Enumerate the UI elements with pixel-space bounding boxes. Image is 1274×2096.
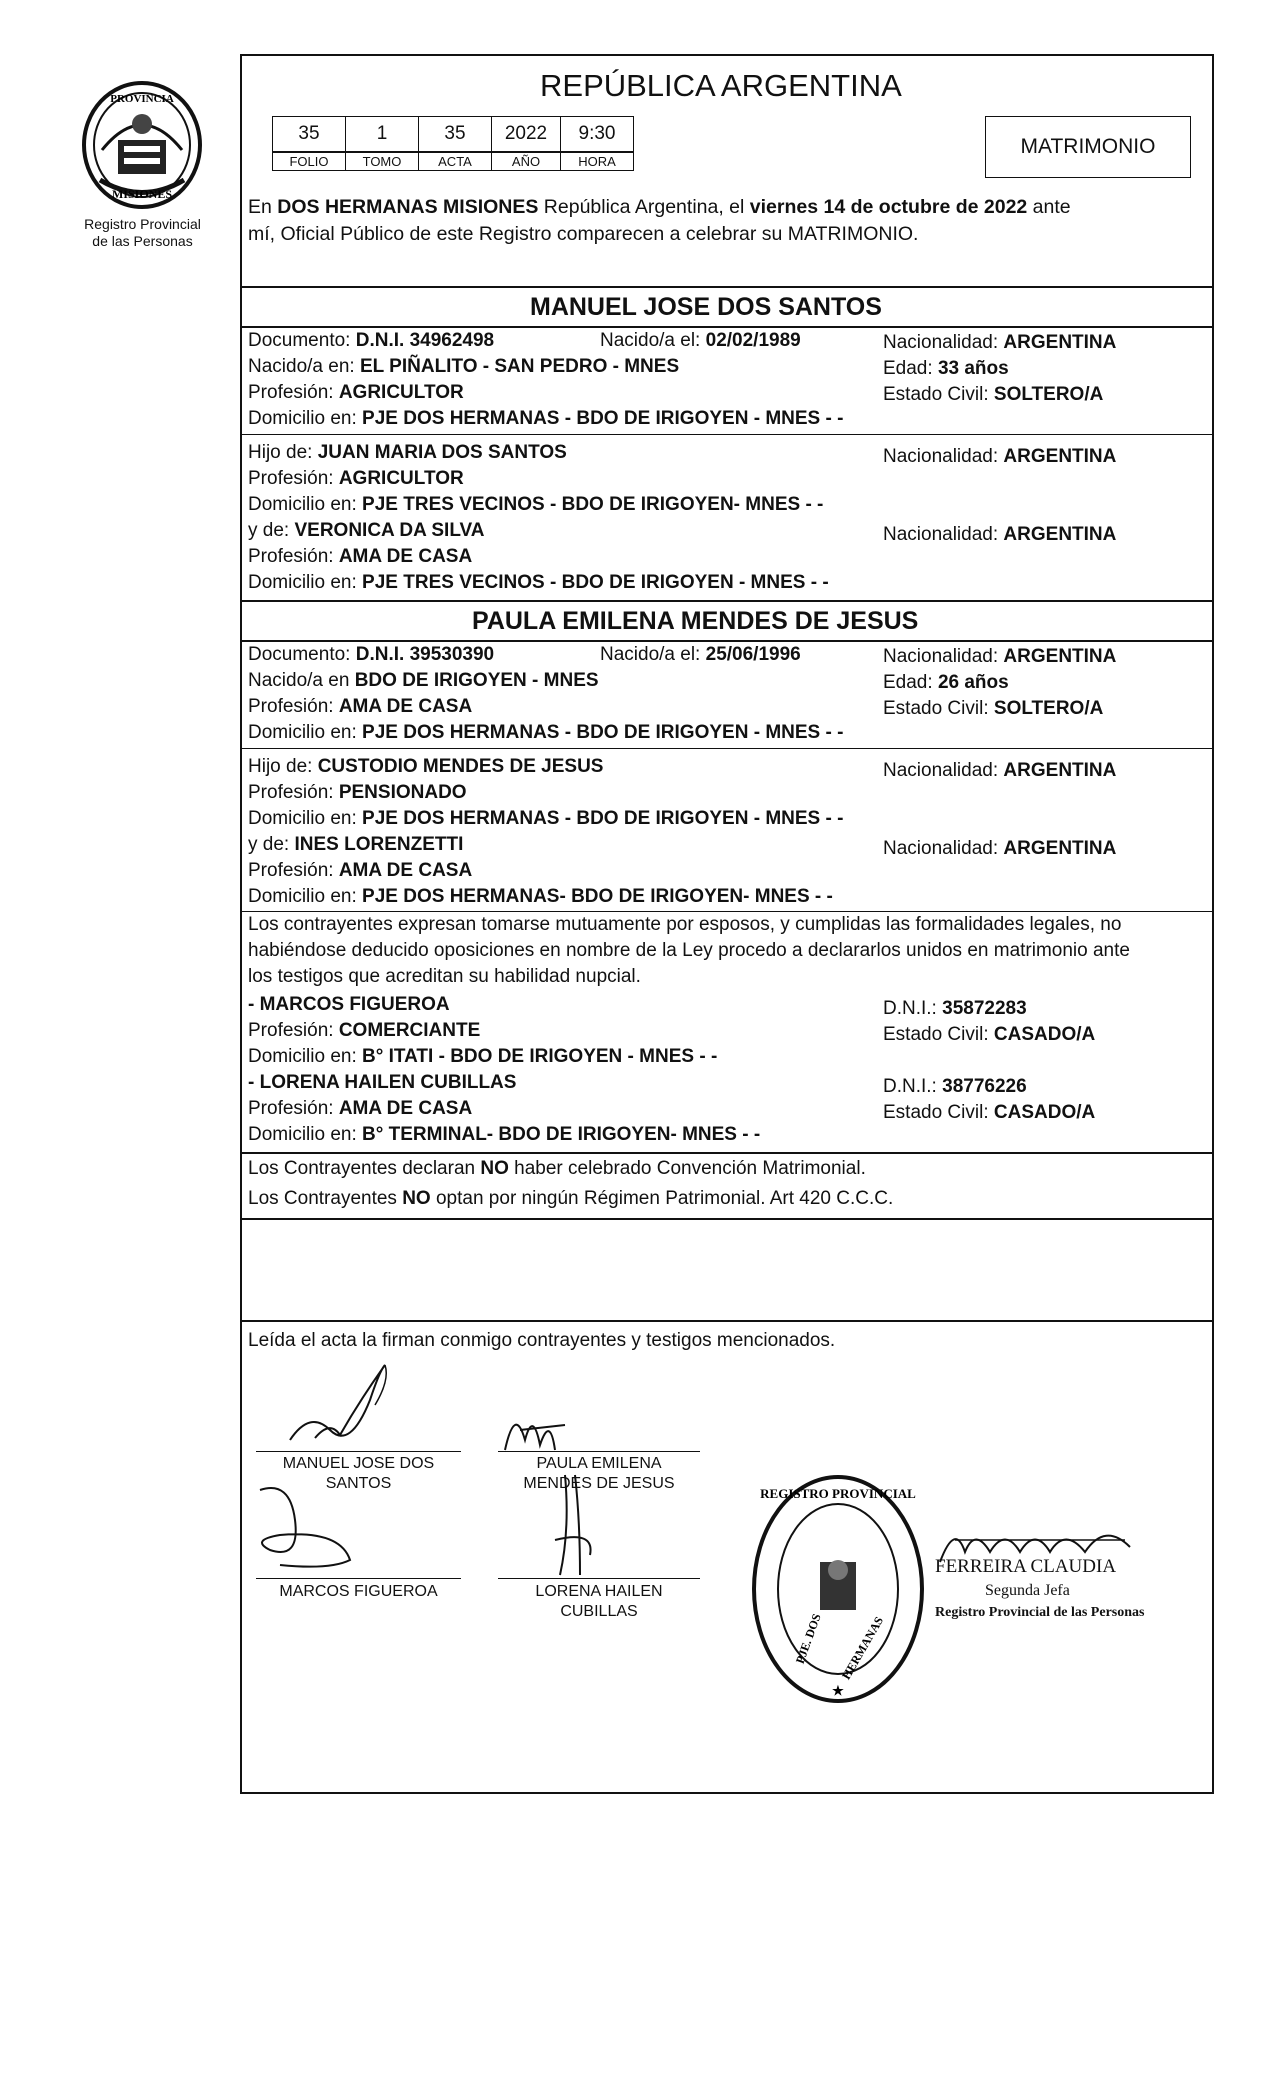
- official-role: Segunda Jefa: [985, 1582, 1070, 1599]
- spouse1-birthdate: Nacido/a el: 02/02/1989: [600, 330, 801, 351]
- witness1-dni: D.N.I.: 35872283: [883, 998, 1027, 1019]
- registry-name-line2: de las Personas: [92, 233, 193, 249]
- convention-line2: Los Contrayentes NO optan por ningún Régimen Patrimonial. Art 420 C.C.C.: [248, 1188, 894, 1209]
- intro-text-a: En: [248, 196, 278, 218]
- anio-label: AÑO: [491, 152, 561, 171]
- intro-line1: [248, 196, 1071, 218]
- registry-name-line1: Registro Provincial: [84, 216, 201, 232]
- spouse2-father-nationality: Nacionalidad: ARGENTINA: [883, 760, 1117, 781]
- svg-text:REGISTRO PROVINCIAL: REGISTRO PROVINCIAL: [760, 1486, 916, 1501]
- official-stamp: [748, 1470, 928, 1708]
- spouse1-name: MANUEL JOSE DOS SANTOS: [530, 293, 882, 321]
- spouse2-domicile: Domicilio en: PJE DOS HERMANAS - BDO DE IRIGOYEN - MNES - -: [248, 722, 844, 743]
- intro-place: DOS HERMANAS MISIONES: [277, 196, 539, 218]
- witness2-civil-status: Estado Civil: CASADO/A: [883, 1102, 1096, 1123]
- intro-text-c: ante: [1027, 196, 1071, 218]
- spouse1-age: Edad: 33 años: [883, 358, 1009, 379]
- spouse1-father-profession: Profesión: AGRICULTOR: [248, 468, 464, 489]
- intro-date: viernes 14 de octubre de 2022: [749, 196, 1028, 218]
- declaration-line3: los testigos que acreditan su habilidad nupcial.: [248, 966, 641, 987]
- signature-name-3: MARCOS FIGUEROA: [279, 1583, 438, 1600]
- spouse1-mother-profession: Profesión: AMA DE CASA: [248, 546, 473, 567]
- closing-text: Leída el acta la firman conmigo contrayentes y testigos mencionados.: [248, 1330, 836, 1351]
- registry-name: [55, 216, 230, 250]
- witness2-domicile: Domicilio en: B° TERMINAL- BDO DE IRIGOYEN- MNES - -: [248, 1124, 761, 1145]
- spouse2-father: Hijo de: CUSTODIO MENDES DE JESUS: [248, 756, 604, 777]
- spouse2-mother: y de: INES LORENZETTI: [248, 834, 464, 855]
- spouse2-father-profession: Profesión: PENSIONADO: [248, 782, 467, 803]
- acta-label: ACTA: [418, 152, 492, 171]
- spouse2-mother-nationality: Nacionalidad: ARGENTINA: [883, 838, 1117, 859]
- declaration-line2: habiéndose deducido oposiciones en nombre de la Ley procedo a declararlos unidos en matrimonio ante: [248, 940, 1130, 961]
- hora-label: HORA: [560, 152, 634, 171]
- spouse2-name: PAULA EMILENA MENDES DE JESUS: [472, 607, 919, 635]
- witness1-domicile: Domicilio en: B° ITATI - BDO DE IRIGOYEN - MNES - -: [248, 1046, 718, 1067]
- spouse2-father-domicile: Domicilio en: PJE DOS HERMANAS - BDO DE IRIGOYEN - MNES - -: [248, 808, 844, 829]
- spouse1-birthplace: Nacido/a en: EL PIÑALITO - SAN PEDRO - MNES: [248, 356, 680, 377]
- spouse1-mother-domicile: Domicilio en: PJE TRES VECINOS - BDO DE IRIGOYEN - MNES - -: [248, 572, 829, 593]
- anio-value: 2022: [491, 116, 561, 152]
- witness2-dni: D.N.I.: 38776226: [883, 1076, 1027, 1097]
- svg-text:PJE. DOS: PJE. DOS: [792, 1611, 824, 1666]
- spouse1-profession: Profesión: AGRICULTOR: [248, 382, 464, 403]
- hora-value: 9:30: [560, 116, 634, 152]
- witness2-profession: Profesión: AMA DE CASA: [248, 1098, 473, 1119]
- signature-name-2: PAULA EMILENA MENDES DE JESUS: [523, 1455, 675, 1492]
- spouse1-mother-nationality: Nacionalidad: ARGENTINA: [883, 524, 1117, 545]
- svg-text:HERMANAS: HERMANAS: [838, 1614, 887, 1682]
- signature-name-1: MANUEL JOSE DOS SANTOS: [282, 1455, 435, 1492]
- convention-line1: Los Contrayentes declaran NO haber celebrado Convención Matrimonial.: [248, 1158, 866, 1179]
- witness1-civil-status: Estado Civil: CASADO/A: [883, 1024, 1096, 1045]
- registry-seal: [80, 80, 205, 210]
- spouse1-civil-status: Estado Civil: SOLTERO/A: [883, 384, 1104, 405]
- spouse2-mother-profession: Profesión: AMA DE CASA: [248, 860, 473, 881]
- spouse2-mother-domicile: Domicilio en: PJE DOS HERMANAS- BDO DE IRIGOYEN- MNES - -: [248, 886, 833, 907]
- official-office: Registro Provincial de las Personas: [935, 1605, 1145, 1620]
- spouse2-civil-status: Estado Civil: SOLTERO/A: [883, 698, 1104, 719]
- svg-text:MISIONES: MISIONES: [111, 187, 173, 201]
- intro-text-b: República Argentina, el: [538, 196, 750, 218]
- spouse2-profession: Profesión: AMA DE CASA: [248, 696, 473, 717]
- svg-text:★: ★: [832, 1683, 844, 1698]
- signature-manuel: [270, 1360, 440, 1450]
- spouse1-document: Documento: D.N.I. 34962498: [248, 330, 495, 351]
- spouse1-domicile: Domicilio en: PJE DOS HERMANAS - BDO DE IRIGOYEN - MNES - -: [248, 408, 844, 429]
- spouse2-nationality: Nacionalidad: ARGENTINA: [883, 646, 1117, 667]
- spouse2-birthplace: Nacido/a en BDO DE IRIGOYEN - MNES: [248, 670, 599, 691]
- page-title: REPÚBLICA ARGENTINA: [540, 68, 902, 103]
- folio-label: FOLIO: [272, 152, 346, 171]
- folio-value: 35: [272, 116, 346, 152]
- witness1-profession: Profesión: COMERCIANTE: [248, 1020, 481, 1041]
- spouse1-father-domicile: Domicilio en: PJE TRES VECINOS - BDO DE IRIGOYEN- MNES - -: [248, 494, 824, 515]
- witness2-name: - LORENA HAILEN CUBILLAS: [248, 1072, 517, 1093]
- tomo-value: 1: [345, 116, 419, 152]
- svg-text:PROVINCIA: PROVINCIA: [110, 93, 174, 105]
- official-name: FERREIRA CLAUDIA: [935, 1556, 1117, 1577]
- acta-value: 35: [418, 116, 492, 152]
- declaration-line1: Los contrayentes expresan tomarse mutuamente por esposos, y cumplidas las formalidades legales, no: [248, 914, 1122, 935]
- spouse1-nationality: Nacionalidad: ARGENTINA: [883, 332, 1117, 353]
- spouse2-age: Edad: 26 años: [883, 672, 1009, 693]
- signature-lorena: [535, 1470, 625, 1580]
- signature-name-4: LORENA HAILEN CUBILLAS: [535, 1583, 663, 1620]
- intro-line2: mí, Oficial Público de este Registro comparecen a celebrar su MATRIMONIO.: [248, 223, 919, 245]
- signature-marcos: [240, 1480, 370, 1580]
- spouse1-father: Hijo de: JUAN MARIA DOS SANTOS: [248, 442, 567, 463]
- spouse1-father-nationality: Nacionalidad: ARGENTINA: [883, 446, 1117, 467]
- tomo-label: TOMO: [345, 152, 419, 171]
- spouse1-mother: y de: VERONICA DA SILVA: [248, 520, 485, 541]
- witness1-name: - MARCOS FIGUEROA: [248, 994, 450, 1015]
- spouse2-document: Documento: D.N.I. 39530390: [248, 644, 495, 665]
- spouse2-birthdate: Nacido/a el: 25/06/1996: [600, 644, 801, 665]
- record-type-badge: MATRIMONIO: [985, 116, 1191, 178]
